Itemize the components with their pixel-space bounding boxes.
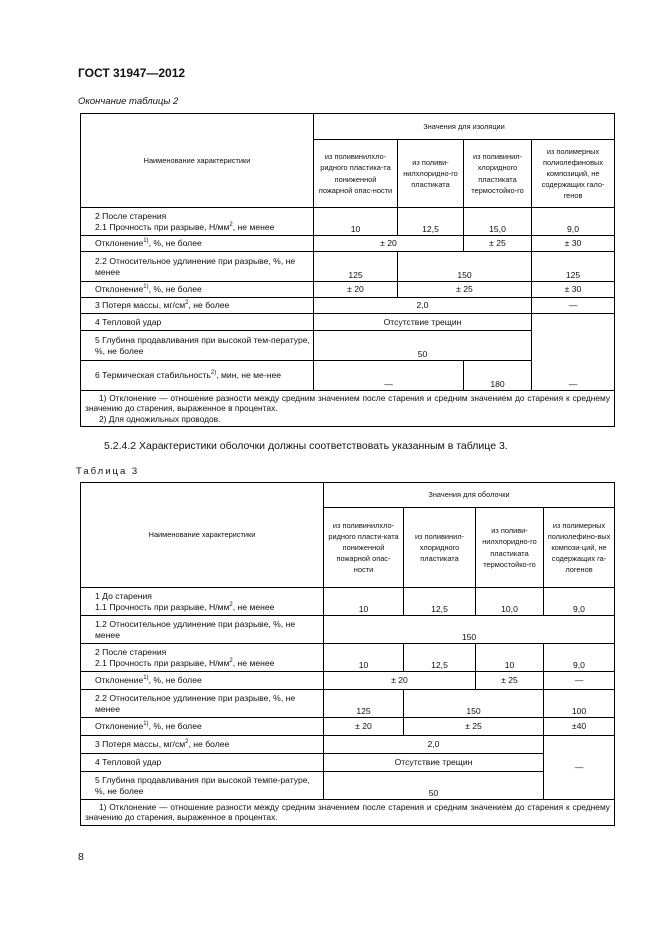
row-label-text: Отклонение bbox=[95, 238, 144, 249]
row-label-line1: 2 После старения bbox=[95, 647, 167, 658]
table2-group-header: Значения для изоляции bbox=[314, 114, 615, 140]
page-number: 8 bbox=[78, 851, 84, 863]
cell-value: 50 bbox=[324, 772, 544, 800]
cell-value: ± 20 bbox=[314, 236, 464, 252]
table3-col-header: из поливи-нилхлоридно-го пластиката термостойко-го bbox=[476, 508, 544, 588]
cell-value: 50 bbox=[314, 331, 532, 361]
table3-col-header: из полимерных полиолефино-вых компози-ций, не содержащих га-логенов bbox=[544, 508, 615, 588]
table-row bbox=[81, 718, 615, 736]
row-label bbox=[81, 672, 324, 690]
cell-value: 10 bbox=[324, 588, 404, 616]
cell-value: ± 25 bbox=[398, 282, 532, 298]
table-row bbox=[81, 736, 615, 754]
table2-col-header: из поливи-нилхлоридно-го пластиката bbox=[398, 140, 464, 208]
cell-value: 10,0 bbox=[476, 588, 544, 616]
table3-caption: Таблица 3 bbox=[76, 466, 140, 477]
table-row bbox=[81, 252, 615, 282]
row-label-tail: , не менее bbox=[232, 657, 275, 668]
footnote: 2) Для одножильных проводов. bbox=[99, 413, 221, 424]
row-label-text: Отклонение bbox=[95, 721, 144, 732]
superscript: 1) bbox=[143, 675, 149, 682]
table-row bbox=[81, 391, 615, 427]
table-row bbox=[81, 754, 615, 772]
table-row bbox=[81, 314, 615, 331]
row-label-line2: 2.1 Прочность при разрыве, Н/мм bbox=[95, 657, 230, 668]
cell-value: 125 bbox=[324, 690, 404, 718]
cell-value: 12,5 bbox=[398, 208, 464, 236]
superscript: 2 bbox=[229, 657, 233, 664]
row-label: 4 Тепловой удар bbox=[81, 314, 314, 331]
row-label bbox=[81, 282, 314, 298]
cell-value: 150 bbox=[324, 616, 615, 644]
row-label-text: 3 Потеря массы, мг/см bbox=[95, 739, 186, 750]
superscript: 1) bbox=[143, 238, 149, 245]
table2-col-header: из поливинил-хлоридного пластиката термостойко-го bbox=[464, 140, 532, 208]
table3-footnotes bbox=[81, 800, 615, 826]
cell-value: — bbox=[314, 361, 464, 391]
row-label: 5 Глубина продавливания при высокой темпе-ратуре, %, не более bbox=[81, 772, 324, 800]
cell-value: 180 bbox=[464, 361, 532, 391]
footnote: 1) Отклонение — отношение разности между средним значением после старения и средним значением до старения к среднему значению до старения, выраженное в процентах. bbox=[85, 802, 610, 823]
superscript: 1) bbox=[143, 721, 149, 728]
table-row bbox=[81, 588, 615, 616]
cell-value: ±40 bbox=[544, 718, 615, 736]
row-label-line1: 1 До старения bbox=[95, 591, 152, 602]
row-label: 4 Тепловой удар bbox=[81, 754, 324, 772]
row-label: 2.2 Относительное удлинение при разрыве, %, не менее bbox=[81, 690, 324, 718]
row-label bbox=[81, 361, 314, 391]
table-row bbox=[81, 644, 615, 672]
row-label: 1.2 Относительное удлинение при разрыве, %, не менее bbox=[81, 616, 324, 644]
row-label-tail: , %, не более bbox=[148, 238, 202, 249]
row-label bbox=[81, 644, 324, 672]
cell-value: ± 25 bbox=[464, 236, 532, 252]
table2-name-header: Наименование характеристики bbox=[81, 114, 314, 208]
cell-value: 10 bbox=[324, 644, 404, 672]
cell-value: 2,0 bbox=[324, 736, 544, 754]
row-label bbox=[81, 208, 314, 236]
row-label-line1: 2 После старения bbox=[95, 211, 167, 222]
table-row bbox=[81, 800, 615, 826]
cell-value: 100 bbox=[544, 690, 615, 718]
superscript: 2 bbox=[229, 221, 233, 228]
document-header: ГОСТ 31947—2012 bbox=[78, 66, 186, 80]
table3-name-header: Наименование характеристики bbox=[81, 483, 324, 588]
row-label-text: 3 Потеря массы, мг/см bbox=[95, 300, 186, 311]
paragraph-5-2-4-2: 5.2.4.2 Характеристики оболочки должны соответствовать указанным в таблице 3. bbox=[104, 440, 508, 452]
table3-group-header: Значения для оболочки bbox=[324, 483, 615, 508]
row-label-line2: 2.1 Прочность при разрыве, Н/мм bbox=[95, 221, 230, 232]
table-row bbox=[81, 236, 615, 252]
table3 bbox=[80, 482, 615, 826]
superscript: 2 bbox=[185, 739, 189, 746]
cell-value: ± 30 bbox=[532, 282, 615, 298]
superscript: 1) bbox=[143, 284, 149, 291]
superscript: 2 bbox=[185, 300, 189, 307]
cell-value: ± 25 bbox=[404, 718, 544, 736]
row-label: 5 Глубина продавливания при высокой тем-пературе, %, не более bbox=[81, 331, 314, 361]
cell-value: — bbox=[544, 672, 615, 690]
table2-caption: Окончание таблицы 2 bbox=[78, 96, 179, 107]
table-row bbox=[81, 298, 615, 314]
footnote: 1) Отклонение — отношение разности между средним значением после старения и средним значением до старения к среднему значению до старения, выраженное в процентах. bbox=[85, 393, 611, 414]
row-label-tail: , не менее bbox=[232, 221, 275, 232]
row-label-tail: , не более bbox=[188, 739, 230, 750]
table3-col-header: из поливинил-хлоридного пластиката bbox=[404, 508, 476, 588]
table-row bbox=[81, 690, 615, 718]
cell-value: 12,5 bbox=[404, 588, 476, 616]
cell-value: 15,0 bbox=[464, 208, 532, 236]
table-row bbox=[81, 772, 615, 800]
table2 bbox=[80, 113, 615, 427]
row-label bbox=[81, 588, 324, 616]
cell-value: ± 25 bbox=[476, 672, 544, 690]
table-row bbox=[81, 672, 615, 690]
table-row bbox=[81, 282, 615, 298]
row-label-text: Отклонение bbox=[95, 675, 144, 686]
cell-value: 125 bbox=[314, 252, 398, 282]
cell-value: Отсутствие трещин bbox=[314, 314, 532, 331]
superscript: 2 bbox=[229, 601, 233, 608]
row-label-tail: , не менее bbox=[232, 601, 275, 612]
cell-value: 9,0 bbox=[544, 588, 615, 616]
cell-value: 9,0 bbox=[544, 644, 615, 672]
cell-value: 10 bbox=[314, 208, 398, 236]
table-row bbox=[81, 208, 615, 236]
row-label bbox=[81, 298, 314, 314]
cell-value: 2,0 bbox=[314, 298, 532, 314]
cell-value: 150 bbox=[398, 252, 532, 282]
row-label-tail: , не более bbox=[188, 300, 230, 311]
cell-value-dash: — bbox=[544, 736, 615, 800]
cell-value: 12,5 bbox=[404, 644, 476, 672]
row-label bbox=[81, 718, 324, 736]
table2-col-header: из поливинилхло-ридного пластика-та пониженной пожарной опас-ности bbox=[314, 140, 398, 208]
cell-value: ± 20 bbox=[314, 282, 398, 298]
cell-value: ± 20 bbox=[324, 718, 404, 736]
table3-col-header: из поливинилхло-ридного пласти-ката пониженной пожарной опас-ности bbox=[324, 508, 404, 588]
row-label: 2.2 Относительное удлинение при разрыве, %, не менее bbox=[81, 252, 314, 282]
cell-value: — bbox=[532, 298, 615, 314]
cell-value: 10 bbox=[476, 644, 544, 672]
row-label-text: Отклонение bbox=[95, 284, 144, 295]
row-label-tail: , %, не более bbox=[148, 675, 202, 686]
cell-value: 9,0 bbox=[532, 208, 615, 236]
cell-value: ± 30 bbox=[532, 236, 615, 252]
row-label-tail: , мин, не ме-нее bbox=[216, 370, 282, 381]
row-label-text: 6 Термическая стабильность bbox=[95, 370, 211, 381]
row-label-tail: , %, не более bbox=[148, 721, 202, 732]
cell-value: Отсутствие трещин bbox=[324, 754, 544, 772]
row-label bbox=[81, 236, 314, 252]
superscript: 2) bbox=[210, 370, 217, 377]
cell-value: ± 20 bbox=[324, 672, 476, 690]
row-label bbox=[81, 736, 324, 754]
cell-value: 150 bbox=[404, 690, 544, 718]
table-row bbox=[81, 616, 615, 644]
table2-footnotes bbox=[81, 391, 615, 427]
row-label-line2: 1.1 Прочность при разрыве, Н/мм bbox=[95, 601, 230, 612]
row-label-tail: , %, не более bbox=[148, 284, 202, 295]
cell-value: 125 bbox=[532, 252, 615, 282]
cell-value-dash: — bbox=[532, 314, 615, 391]
table2-col-header: из полимерных полиолефиновых композиций, не содержащих гало-генов bbox=[532, 140, 615, 208]
